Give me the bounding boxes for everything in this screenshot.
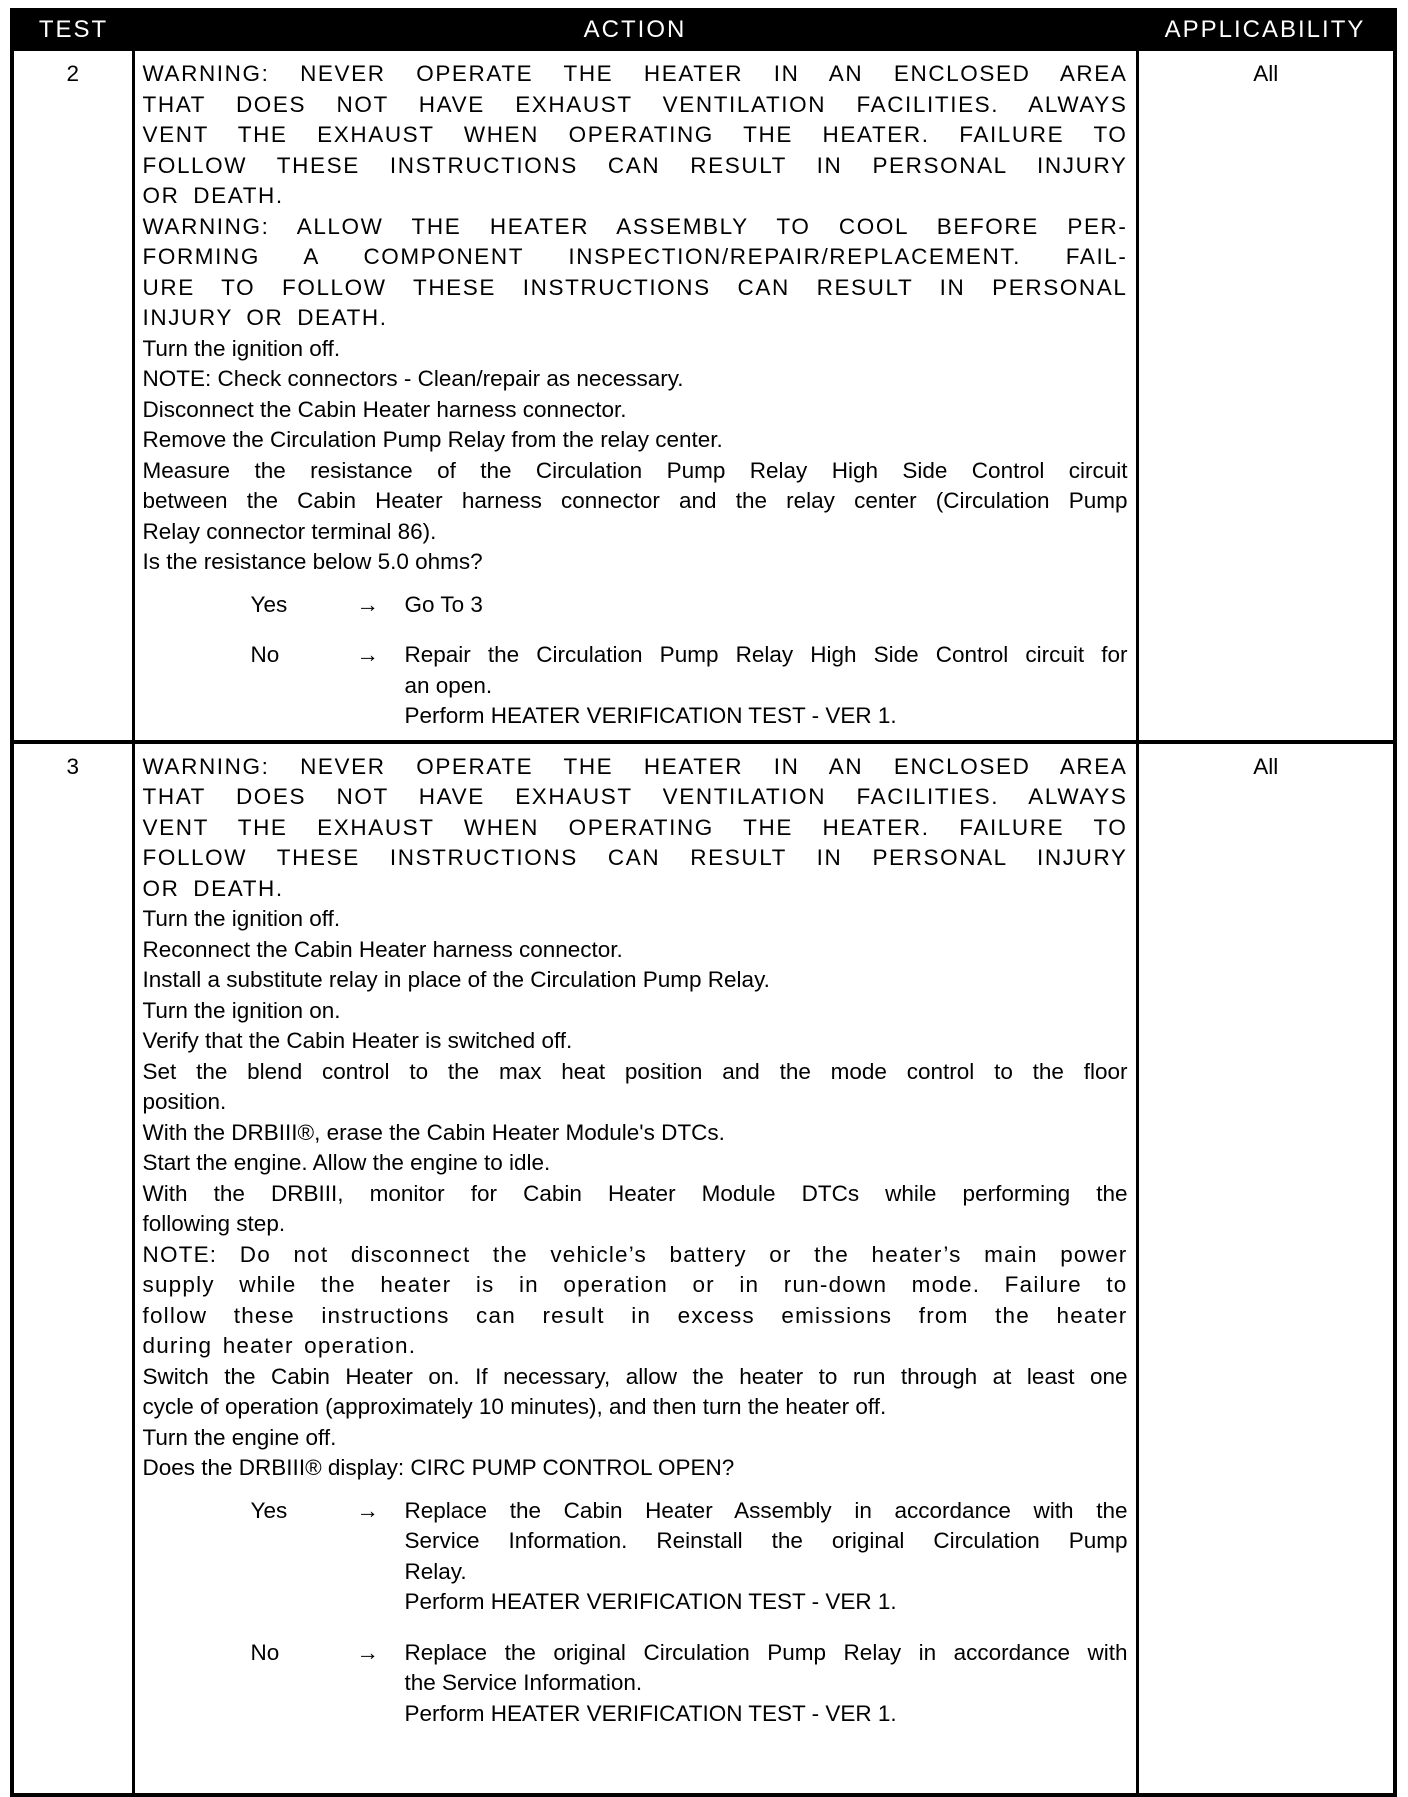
warning-block (143, 59, 1128, 212)
text-line: during heater operation. (142, 1333, 417, 1358)
result-no (143, 640, 1128, 732)
question-text: Is the resistance below 5.0 ohms? (142, 549, 483, 574)
text-line: NOTE: Do not disconnect the vehicle’s battery or the heater’s main power (142, 1241, 1128, 1267)
no-label: No (250, 1639, 280, 1665)
table-row (12, 742, 1395, 1795)
applicability-value: All (1137, 49, 1395, 742)
text-line: Go To 3 (404, 591, 483, 617)
arrow-icon: → (356, 1639, 379, 1665)
warning-block (143, 212, 1128, 334)
result-no (143, 1638, 1128, 1730)
text-line: Relay. (404, 1558, 467, 1584)
text-line: FOLLOW THESE INSTRUCTIONS CAN RESULT IN PERSONAL INJURY (142, 152, 1128, 178)
yes-label: Yes (250, 1497, 288, 1523)
text-line: WARNING: NEVER OPERATE THE HEATER IN AN ENCLOSED AREA (142, 753, 1128, 779)
action-cell (133, 742, 1137, 1795)
text-line: URE TO FOLLOW THESE INSTRUCTIONS CAN RESULT IN PERSONAL (142, 274, 1128, 300)
step-text: With the DRBIII®, erase the Cabin Heater Module's DTCs. (142, 1119, 725, 1145)
action-cell (133, 49, 1137, 742)
result-yes (143, 590, 1128, 621)
text-line: Service Information. Reinstall the original Circulation Pump (404, 1528, 1128, 1553)
text-line: Repair the Circulation Pump Relay High Side Control circuit for (404, 642, 1128, 667)
text-line: Replace the Cabin Heater Assembly in accordance with the (404, 1497, 1128, 1523)
table-header (12, 10, 1395, 49)
text-line: OR DEATH. (142, 183, 284, 208)
step-text: Disconnect the Cabin Heater harness connector. (142, 396, 627, 422)
text-line: cycle of operation (approximately 10 minutes), and then turn the heater off. (142, 1394, 887, 1419)
text-line: OR DEATH. (142, 875, 284, 901)
no-label: No (250, 642, 280, 667)
table-row (12, 49, 1395, 742)
header-test: TEST (12, 10, 133, 49)
text-line: THAT DOES NOT HAVE EXHAUST VENTILATION FACILITIES. ALWAYS (142, 784, 1128, 809)
step-text: Turn the ignition off. (142, 335, 341, 361)
text-line: FOLLOW THESE INSTRUCTIONS CAN RESULT IN PERSONAL INJURY (142, 845, 1128, 870)
step-text: Start the engine. Allow the engine to idle. (142, 1150, 551, 1175)
warning-block (143, 752, 1128, 905)
step-text: Install a substitute relay in place of the Circulation Pump Relay. (142, 967, 770, 992)
step-text: Turn the ignition on. (142, 997, 341, 1023)
question-text: Does the DRBIII® display: CIRC PUMP CONTROL OPEN? (142, 1455, 735, 1480)
results (143, 1496, 1128, 1730)
results (143, 590, 1128, 732)
step-text: Reconnect the Cabin Heater harness connector. (142, 936, 623, 962)
step-text: Verify that the Cabin Heater is switched off. (142, 1028, 573, 1053)
result-text (405, 1638, 1128, 1730)
text-line: between the Cabin Heater harness connector and the relay center (Circulation Pump (142, 488, 1128, 513)
header-applicability: APPLICABILITY (1137, 10, 1395, 49)
step-text: Remove the Circulation Pump Relay from the relay center. (142, 427, 723, 452)
text-line: Perform HEATER VERIFICATION TEST - VER 1. (404, 1589, 897, 1614)
text-line: VENT THE EXHAUST WHEN OPERATING THE HEATER. FAILURE TO (142, 122, 1128, 147)
step-text: Turn the engine off. (142, 1424, 337, 1450)
note-block (143, 1240, 1128, 1362)
text-line: position. (142, 1089, 227, 1114)
text-line: With the DRBIII, monitor for Cabin Heater Module DTCs while performing the (142, 1180, 1128, 1206)
text-line: Replace the original Circulation Pump Relay in accordance with (404, 1639, 1128, 1665)
result-text (405, 640, 1128, 732)
applicability-value: All (1137, 742, 1395, 1795)
arrow-icon: → (356, 642, 379, 667)
step-text: Turn the ignition off. (142, 906, 341, 931)
header-action: ACTION (133, 10, 1137, 49)
text-line: FORMING A COMPONENT INSPECTION/REPAIR/REPLACEMENT. FAIL- (142, 244, 1128, 269)
note-text: NOTE: Check connectors - Clean/repair as necessary. (142, 366, 684, 391)
diagnostic-page (10, 8, 1393, 1797)
result-text (405, 590, 1128, 621)
text-line: Perform HEATER VERIFICATION TEST - VER 1. (404, 1700, 897, 1726)
text-line: THAT DOES NOT HAVE EXHAUST VENTILATION FACILITIES. ALWAYS (142, 91, 1128, 117)
test-number: 3 (12, 742, 133, 1795)
arrow-icon: → (356, 591, 379, 617)
text-line: WARNING: ALLOW THE HEATER ASSEMBLY TO COOL BEFORE PER- (142, 213, 1128, 239)
text-line: INJURY OR DEATH. (142, 305, 388, 330)
text-line: follow these instructions can result in excess emissions from the heater (142, 1302, 1128, 1328)
text-line: the Service Information. (404, 1670, 643, 1695)
text-line: Switch the Cabin Heater on. If necessary, allow the heater to run through at least one (142, 1363, 1128, 1389)
text-line: following step. (142, 1211, 286, 1236)
text-line: VENT THE EXHAUST WHEN OPERATING THE HEATER. FAILURE TO (142, 814, 1128, 840)
text-line: Perform HEATER VERIFICATION TEST - VER 1. (404, 703, 897, 728)
result-yes (143, 1496, 1128, 1618)
text-line: Set the blend control to the max heat position and the mode control to the floor (142, 1058, 1128, 1084)
arrow-icon: → (356, 1497, 379, 1523)
text-line: an open. (404, 672, 493, 698)
diagnostic-table (10, 8, 1397, 1797)
test-number: 2 (12, 49, 133, 742)
text-line: Measure the resistance of the Circulation Pump Relay High Side Control circuit (142, 457, 1128, 483)
text-line: WARNING: NEVER OPERATE THE HEATER IN AN ENCLOSED AREA (142, 61, 1128, 86)
text-line: supply while the heater is in operation or in run-down mode. Failure to (142, 1272, 1128, 1297)
text-line: Relay connector terminal 86). (142, 518, 437, 544)
result-text (405, 1496, 1128, 1618)
yes-label: Yes (250, 591, 288, 617)
